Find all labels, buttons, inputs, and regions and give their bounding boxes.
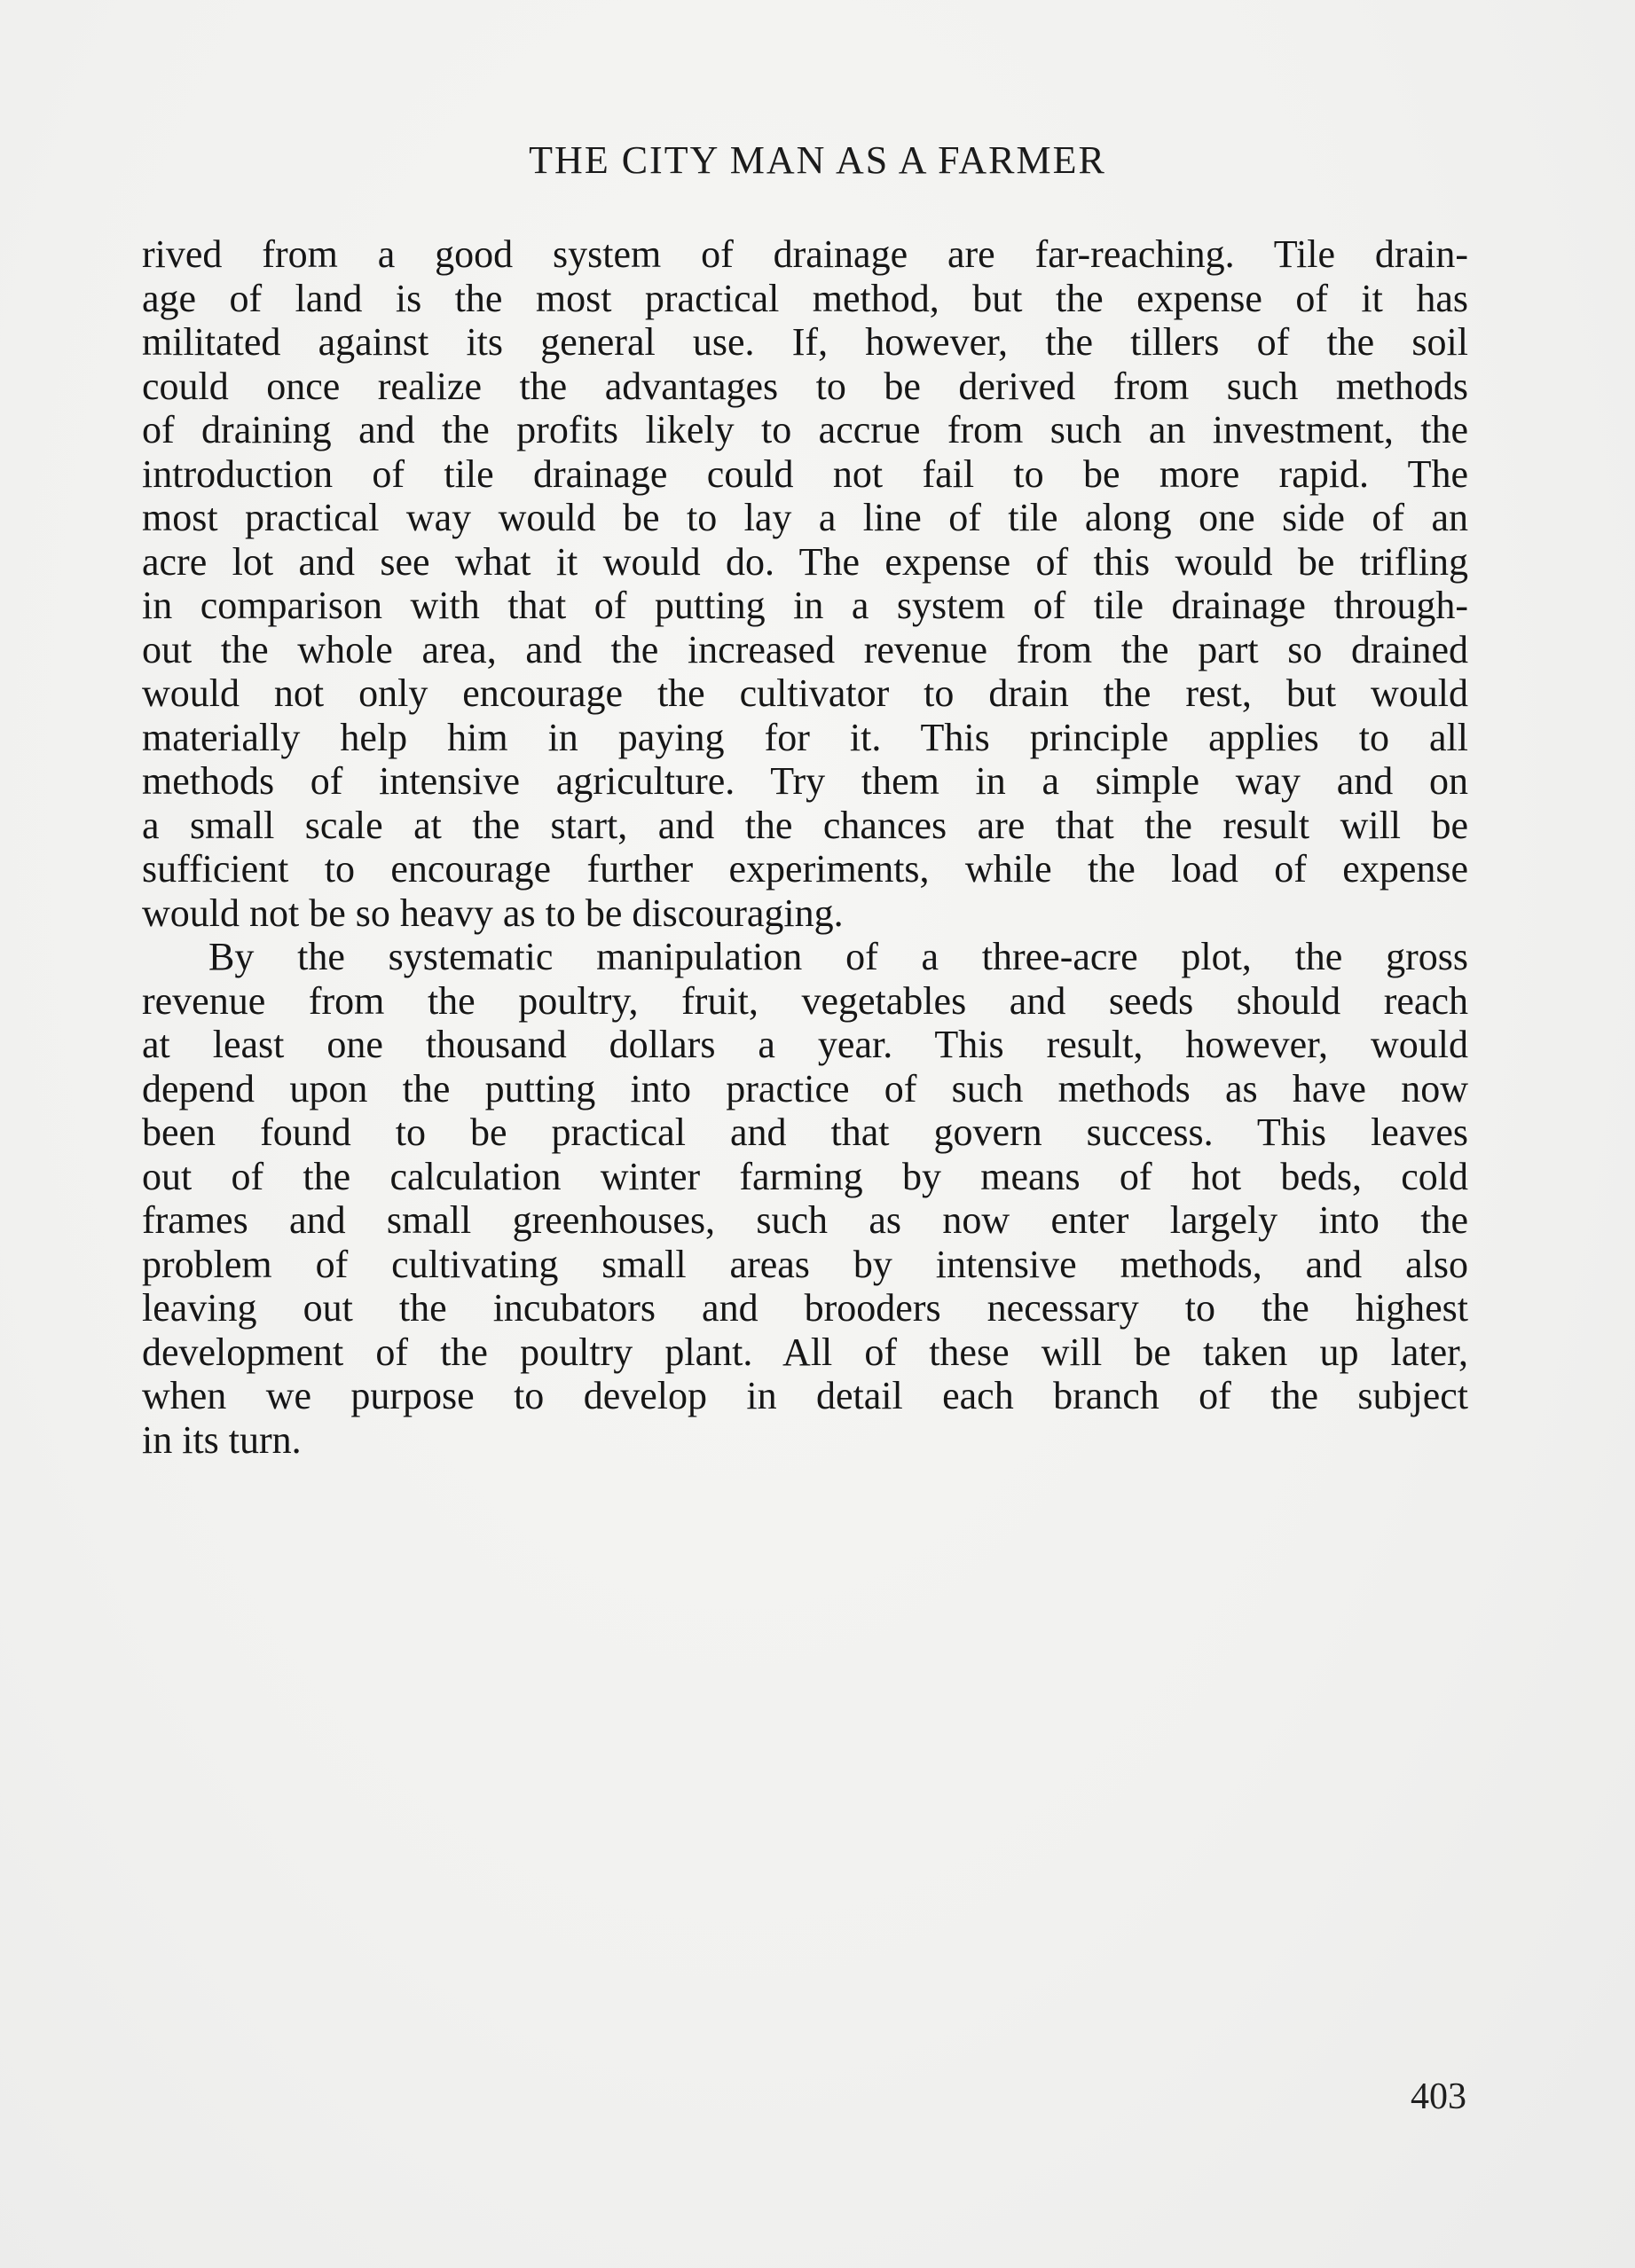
- text-line: could once realize the advantages to be derived from such methods: [142, 364, 1468, 408]
- text-line: leaving out the incubators and brooders necessary to the highest: [142, 1286, 1468, 1330]
- text-line: development of the poultry plant. All of these will be taken up later,: [142, 1330, 1468, 1374]
- text-line: revenue from the poultry, fruit, vegetables and seeds should reach: [142, 978, 1468, 1023]
- text-line: materially help him in paying for it. This principle applies to all: [142, 715, 1468, 759]
- text-line: in its turn.: [142, 1417, 302, 1462]
- text-line: age of land is the most practical method, but the expense of it has: [142, 276, 1468, 320]
- text-line: out of the calculation winter farming by means of hot beds, cold: [142, 1154, 1468, 1198]
- text-line: would not be so heavy as to be discouraging.: [142, 891, 844, 935]
- text-line: By the systematic manipulation of a three-acre plot, the gross: [208, 935, 1468, 978]
- text-line: out the whole area, and the increased revenue from the part so drained: [142, 627, 1468, 671]
- text-line: sufficient to encourage further experiments, while the load of expense: [142, 847, 1468, 891]
- text-line: of draining and the profits likely to accrue from such an investment, the: [142, 408, 1468, 451]
- running-head: THE CITY MAN AS A FARMER: [529, 138, 1106, 182]
- text-line: been found to be practical and that govern success. This leaves: [142, 1110, 1468, 1154]
- text-line: would not only encourage the cultivator to drain the rest, but would: [142, 671, 1468, 715]
- body-text: [142, 232, 1468, 1462]
- text-line: frames and small greenhouses, such as now enter largely into the: [142, 1198, 1468, 1242]
- page-number: 403: [1411, 2076, 1466, 2117]
- text-line: when we purpose to develop in detail each branch of the subject: [142, 1374, 1468, 1417]
- text-line: rived from a good system of drainage are far-reaching. Tile drain-: [142, 232, 1468, 276]
- text-line: at least one thousand dollars a year. This result, however, would: [142, 1023, 1468, 1066]
- paragraph-2: [142, 935, 1468, 1462]
- text-line: depend upon the putting into practice of such methods as have now: [142, 1066, 1468, 1110]
- text-line: a small scale at the start, and the chances are that the result will be: [142, 803, 1468, 847]
- text-line: methods of intensive agriculture. Try them in a simple way and on: [142, 759, 1468, 803]
- text-line: acre lot and see what it would do. The expense of this would be trifling: [142, 539, 1468, 584]
- text-line: most practical way would be to lay a line of tile along one side of an: [142, 496, 1468, 539]
- text-line: introduction of tile drainage could not fail to be more rapid. The: [142, 451, 1468, 496]
- text-line: in comparison with that of putting in a system of tile drainage through-: [142, 584, 1468, 627]
- text-line: problem of cultivating small areas by intensive methods, and also: [142, 1242, 1468, 1286]
- paragraph-1: [142, 232, 1468, 935]
- text-line: militated against its general use. If, however, the tillers of the soil: [142, 320, 1468, 364]
